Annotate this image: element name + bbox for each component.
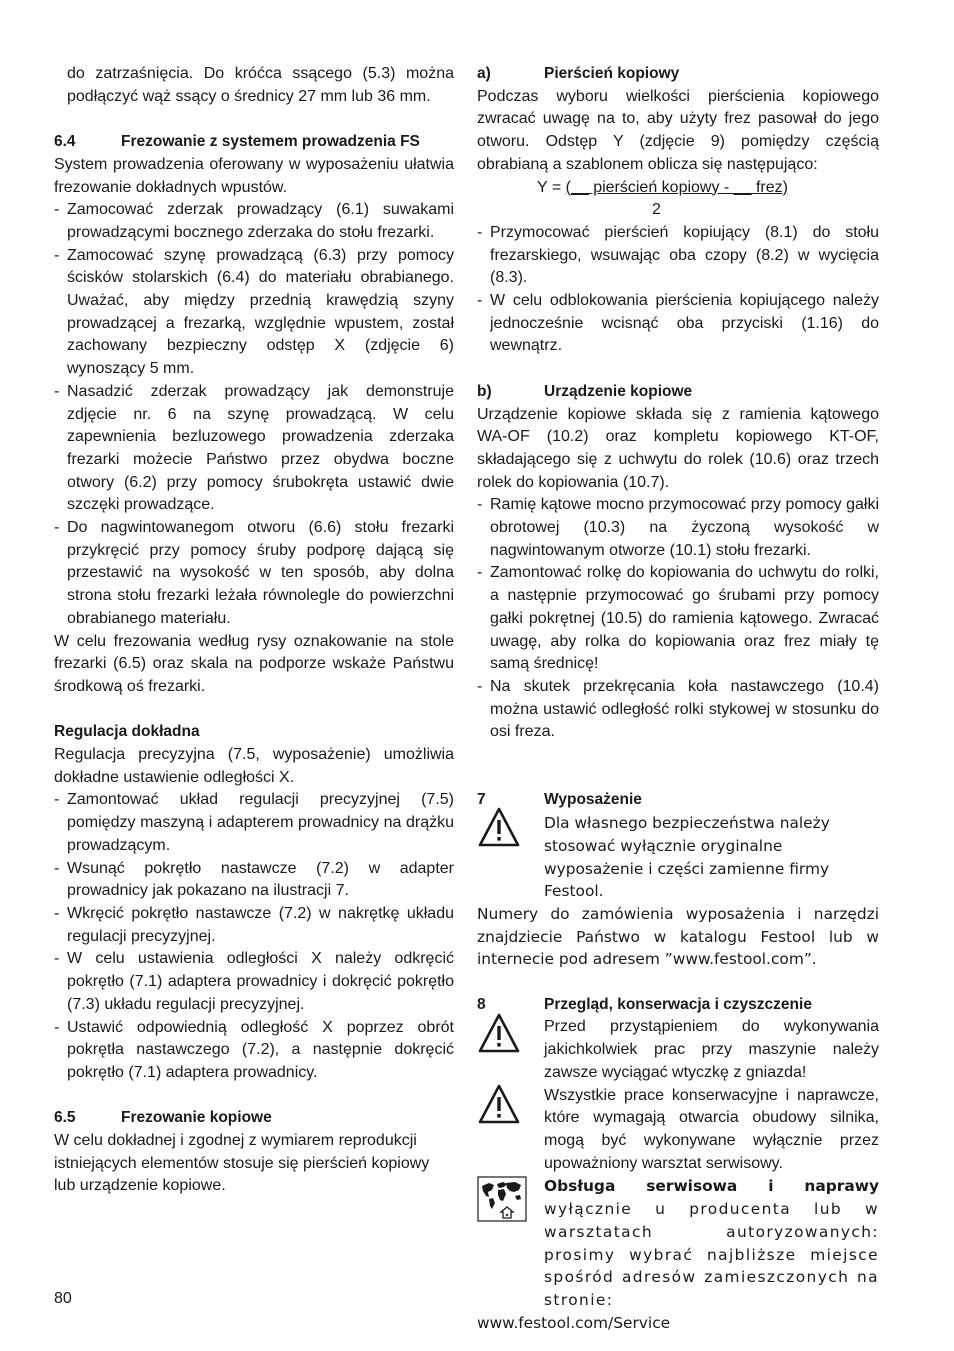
list-item: - Nasadzić zderzak prowadzący jak demonstruje zdjęcie nr. 6 na szynę prowadzącą. W celu zapewnienia bezluzowego prowadzenia zderzaka frezarki możecie Państwo przez obydwa boczne otwory (6.2) przy pomocy śrubokręta ustawić dwie szczęki prowadzące. bbox=[54, 382, 454, 514]
formula-numerator: (__ pierścień kopiowy - __ frez) bbox=[565, 178, 788, 196]
warning-icon bbox=[477, 1016, 544, 1084]
left-column bbox=[54, 63, 454, 1198]
section-b-intro: Urządzenie kopiowe składa się z ramienia kątowego WA-OF (10.2) oraz kompletu kopiowego KT-OF, składającego się z uchwytu do rolek (10.6) oraz trzech rolek do kopiowania (10.7). bbox=[477, 405, 879, 491]
service-world-map-icon bbox=[477, 1175, 544, 1311]
list-item: - Wkręcić pokrętło nastawcze (7.2) w nakrętkę układu regulacji precyzyjnej. bbox=[54, 904, 454, 945]
list-item: - Zamocować szynę prowadzącą (6.3) przy pomocy ścisków stolarskich (6.4) do materiału obrabianego. Uważać, aby między przednią krawędzią szyny prowadzącej a frezarką, względnie wpustem, został zachowany bezpieczny odstęp X (zdjęcie 6) wynoszący 5 mm. bbox=[54, 246, 454, 378]
fine-adjustment-heading: Regulacja dokładna bbox=[54, 723, 200, 741]
list-item: - Przymocować pierścień kopiujący (8.1) do stołu frezarskiego, wsuwając oba czopy (8.2) w wycięcia (8.3). bbox=[477, 223, 879, 287]
section-6-4-outro: W celu frezowania według rysy oznakowanie na stole frezarki (6.5) oraz skala na podporze wskaże Państwu środkową oś frezarki. bbox=[54, 632, 454, 695]
formula-lhs: Y = bbox=[537, 178, 566, 196]
section-a-intro: Podczas wyboru wielkości pierścienia kopiowego zwracać uwagę na to, aby użyty frez pasował do jego otworu. Odstęp Y (zdjęcie 9) pomiędzy częścią obrabianą a szablonem oblicza się następująco: bbox=[477, 87, 879, 173]
warning-icon bbox=[477, 1085, 544, 1176]
right-column bbox=[477, 63, 879, 1334]
intro-paragraph: do zatrzaśnięcia. Do króćca ssącego (5.3) można podłączyć wąż ssący o średnicy 27 mm lub 36 mm. bbox=[67, 65, 454, 105]
section-7-heading: 7 Wyposażenie bbox=[477, 791, 642, 809]
service-paragraph bbox=[544, 1175, 879, 1311]
list-item: - Ustawić odpowiednią odległość X poprzez obrót pokrętła nastawczego (7.2), a następnie dokręcić pokrętło (7.1) adaptera prowadnicy. bbox=[54, 1018, 454, 1081]
list-item: - W celu odblokowania pierścienia kopiującego należy jednocześnie wcisnąć oba przyciski (1.16) do wewnątrz. bbox=[477, 292, 879, 355]
service-url[interactable]: www.festool.com/Service bbox=[477, 1313, 671, 1332]
service-rest: wyłącznie u producenta lub w warsztatach autoryzowanych: prosimy wybrać najbliższe miejsce spośród adresów zamieszczonych na stronie: bbox=[544, 1200, 879, 1309]
formula-denominator: 2 bbox=[652, 201, 661, 219]
section-b-heading: b) Urządzenie kopiowe bbox=[477, 382, 693, 400]
section-6-4-intro: System prowadzenia oferowany w wyposażeniu ułatwia frezowanie dokładnych wpustów. bbox=[54, 155, 454, 196]
list-item: - Do nagwintowanegom otworu (6.6) stołu frezarki przykręcić przy pomocy śruby podporę dającą się przestawić na wysokość w ten sposób, aby dolna strona stołu frezarki leżała równolegle do powierzchni obrabianego materiału. bbox=[54, 519, 454, 627]
warning-icon bbox=[477, 812, 544, 878]
section-a-heading: a) Pierścień kopiowy bbox=[477, 65, 680, 82]
list-item: - Zamocować zderzak prowadzący (6.1) suwakami prowadzącymi bocznego zderzaka do stołu frezarki. bbox=[54, 201, 454, 241]
section-8-heading: 8 Przegląd, konserwacja i czyszczenie bbox=[477, 995, 812, 1013]
list-item: - Zamontować układ regulacji precyzyjnej (7.5) pomiędzy maszyną i adapterem prowadnicy na drążku prowadzącym. bbox=[54, 791, 454, 854]
list-item: - Wsunąć pokrętło nastawcze (7.2) w adapter prowadnicy jak pokazano na ilustracji 7. bbox=[54, 859, 454, 900]
section-8-warning-2: Wszystkie prace konserwacyjne i naprawcze, które wymagają otwarcia obudowy silnika, mogą być wykonywane wyłącznie przez upoważniony warsztat serwisowy. bbox=[544, 1086, 879, 1172]
list-item: - Zamontować rolkę do kopiowania do uchwytu do rolki, a następnie przymocować go śrubami przy pomocy gałki pokrętnej (10.5) do ramienia kątowego. Zwracać uwagę, aby rolka do kopiowania oraz frez miały tę samą średnicę! bbox=[477, 564, 879, 673]
section-number: 6.4 bbox=[54, 133, 76, 151]
service-bold: Obsługa serwisowa i naprawy bbox=[544, 1177, 879, 1196]
section-title: Frezowanie z systemem prowadzenia FS bbox=[121, 133, 420, 151]
fine-adjustment-intro: Regulacja precyzyjna (7.5, wyposażenie) umożliwia dokładne ustawienie odległości X. bbox=[54, 746, 454, 786]
list-item: - Ramię kątowe mocno przymocować przy pomocy gałki obrotowej (10.3) na życzoną wysokość w nagwintowanym otworze (10.1) stołu frezarki. bbox=[477, 496, 879, 559]
section-8-warning-1: Przed przystąpieniem do wykonywania jakichkolwiek prac przy maszynie należy zawsze wyciągać wtyczkę z gniazda! bbox=[544, 1018, 879, 1081]
section-6-4-heading bbox=[54, 131, 454, 154]
formula bbox=[477, 177, 879, 200]
section-6-5-intro: W celu dokładnej i zgodnej z wymiarem reprodukcji istniejących elementów stosuje się pierścień kopiowy lub urządzenie kopiowe. bbox=[54, 1132, 430, 1195]
section-6-5-heading: 6.5 Frezowanie kopiowe bbox=[54, 1109, 272, 1127]
list-item: - Na skutek przekręcania koła nastawczego (10.4) można ustawić odległość rolki stykowej w stosunku do osi freza. bbox=[477, 677, 879, 741]
list-item: - W celu ustawienia odległości X należy odkręcić pokrętło (7.1) adaptera prowadnicy i dokręcić pokrętło (7.3) układu regulacji precyzyjnej. bbox=[54, 950, 454, 1013]
section-7-warning: Dla własnego bezpieczeństwa należy stosować wyłącznie oryginalne wyposażenie i części zamienne firmy Festool. bbox=[544, 814, 830, 901]
section-7-text: Numery do zamówienia wyposażenia i narzędzi znajdziecie Państwo w katalogu Festool lub w internecie pod adresem ”www.festool.com”. bbox=[477, 904, 879, 969]
page-number: 80 bbox=[54, 1290, 72, 1307]
